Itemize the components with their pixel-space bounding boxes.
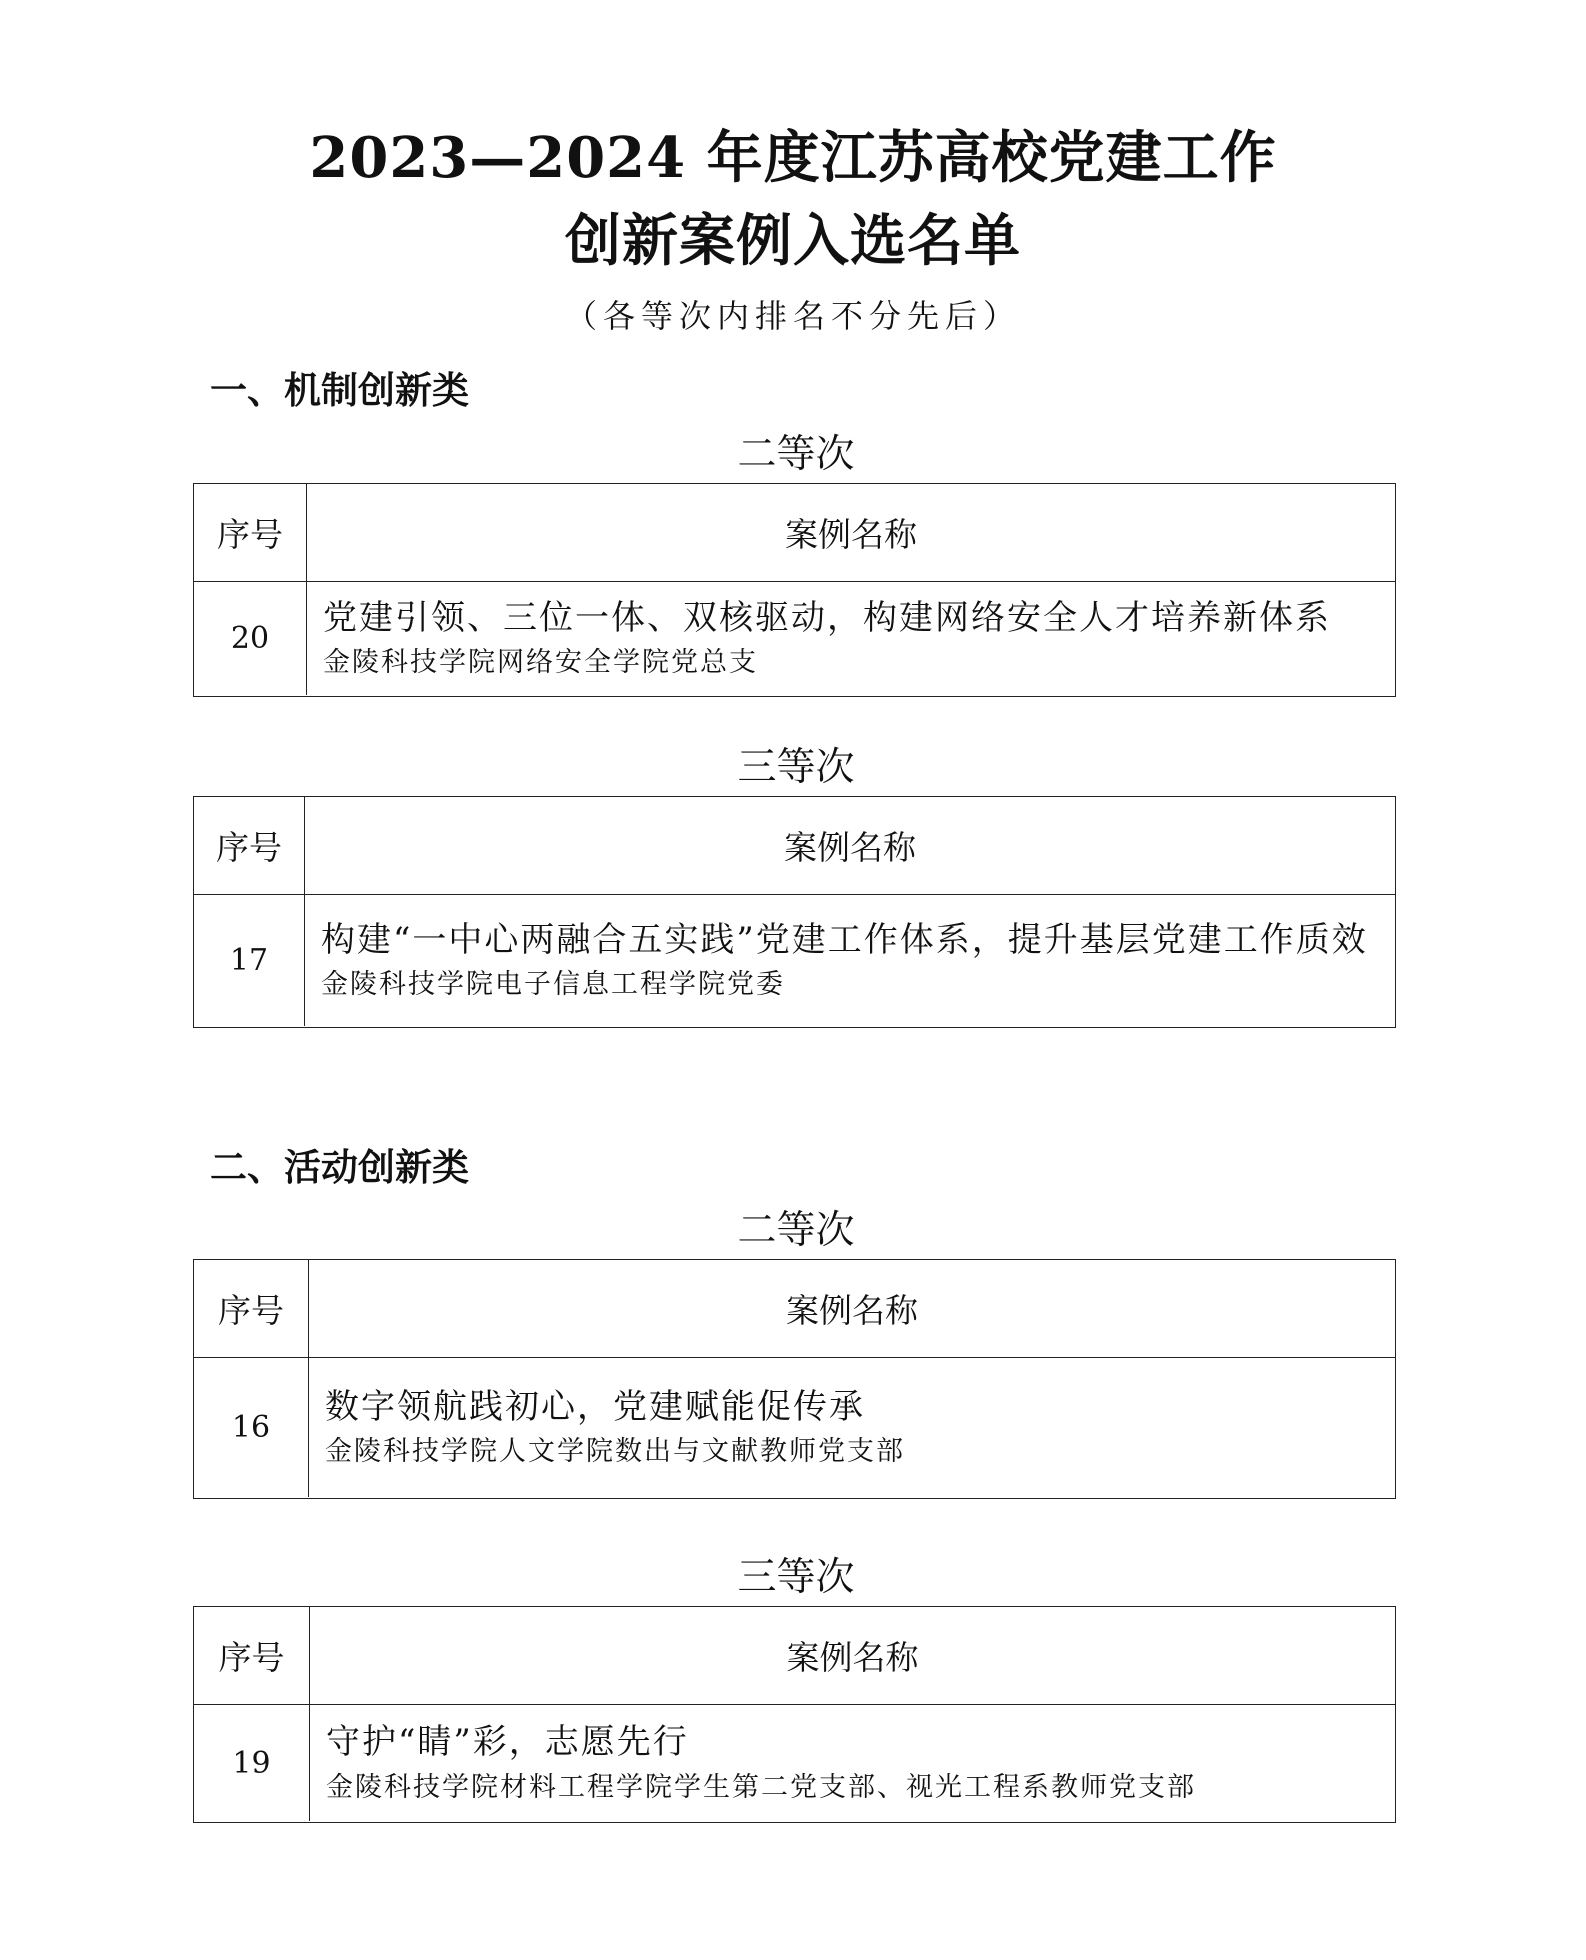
row-number: 20 xyxy=(194,582,307,695)
table-header-row xyxy=(194,1607,1395,1704)
header-cell-case-name: 案例名称 xyxy=(784,828,916,867)
header-cell-case-name: 案例名称 xyxy=(786,1638,919,1677)
tier-heading-third-class: 三等次 xyxy=(737,1555,855,1600)
document-subtitle: （各等次内排名不分先后） xyxy=(564,297,1021,335)
case-table-mechanism-third xyxy=(193,796,1396,1028)
case-table-mechanism-second xyxy=(193,483,1396,697)
header-cell-number: 序号 xyxy=(194,1260,309,1357)
table-row xyxy=(194,1704,1395,1821)
document-title-line-1: 2023—2024 年度江苏高校党建工作 xyxy=(309,125,1277,191)
row-content xyxy=(310,1705,1395,1821)
case-name: 党建引领、三位一体、双核驱动，构建网络安全人才培养新体系 xyxy=(323,597,1331,638)
case-table-activity-third xyxy=(193,1606,1396,1823)
header-cell-case-name: 案例名称 xyxy=(785,515,917,554)
case-organization: 金陵科技学院网络安全学院党总支 xyxy=(323,647,758,679)
table-header-row xyxy=(194,1260,1395,1357)
tier-heading-third-class: 三等次 xyxy=(737,745,855,790)
case-name: 守护“睛”彩，志愿先行 xyxy=(326,1722,689,1763)
document-title-line-2: 创新案例入选名单 xyxy=(565,208,1021,274)
case-table-activity-second xyxy=(193,1259,1396,1499)
header-cell-number: 序号 xyxy=(194,1607,310,1704)
case-organization: 金陵科技学院人文学院数出与文献教师党支部 xyxy=(325,1436,905,1468)
case-name: 数字领航践初心，党建赋能促传承 xyxy=(325,1386,865,1427)
row-number: 16 xyxy=(194,1358,309,1497)
table-row xyxy=(194,581,1395,695)
header-cell-number: 序号 xyxy=(194,797,305,894)
case-organization: 金陵科技学院电子信息工程学院党委 xyxy=(321,969,785,1001)
section-heading-activity-innovation: 二、活动创新类 xyxy=(210,1146,469,1189)
case-name: 构建“一中心两融合五实践”党建工作体系，提升基层党建工作质效 xyxy=(321,919,1368,960)
row-content xyxy=(307,582,1395,695)
row-content xyxy=(305,895,1395,1026)
table-row xyxy=(194,894,1395,1026)
header-cell-number: 序号 xyxy=(194,484,307,581)
section-heading-mechanism-innovation: 一、机制创新类 xyxy=(210,369,469,412)
row-number: 19 xyxy=(194,1705,310,1821)
header-cell-case-name: 案例名称 xyxy=(786,1291,918,1330)
row-content xyxy=(309,1358,1395,1497)
tier-heading-second-class: 二等次 xyxy=(737,1208,855,1253)
table-header-row xyxy=(194,484,1395,581)
table-header-row xyxy=(194,797,1395,894)
tier-heading-second-class: 二等次 xyxy=(737,432,855,477)
row-number: 17 xyxy=(194,895,305,1026)
table-row xyxy=(194,1357,1395,1497)
case-organization: 金陵科技学院材料工程学院学生第二党支部、视光工程系教师党支部 xyxy=(326,1771,1196,1803)
